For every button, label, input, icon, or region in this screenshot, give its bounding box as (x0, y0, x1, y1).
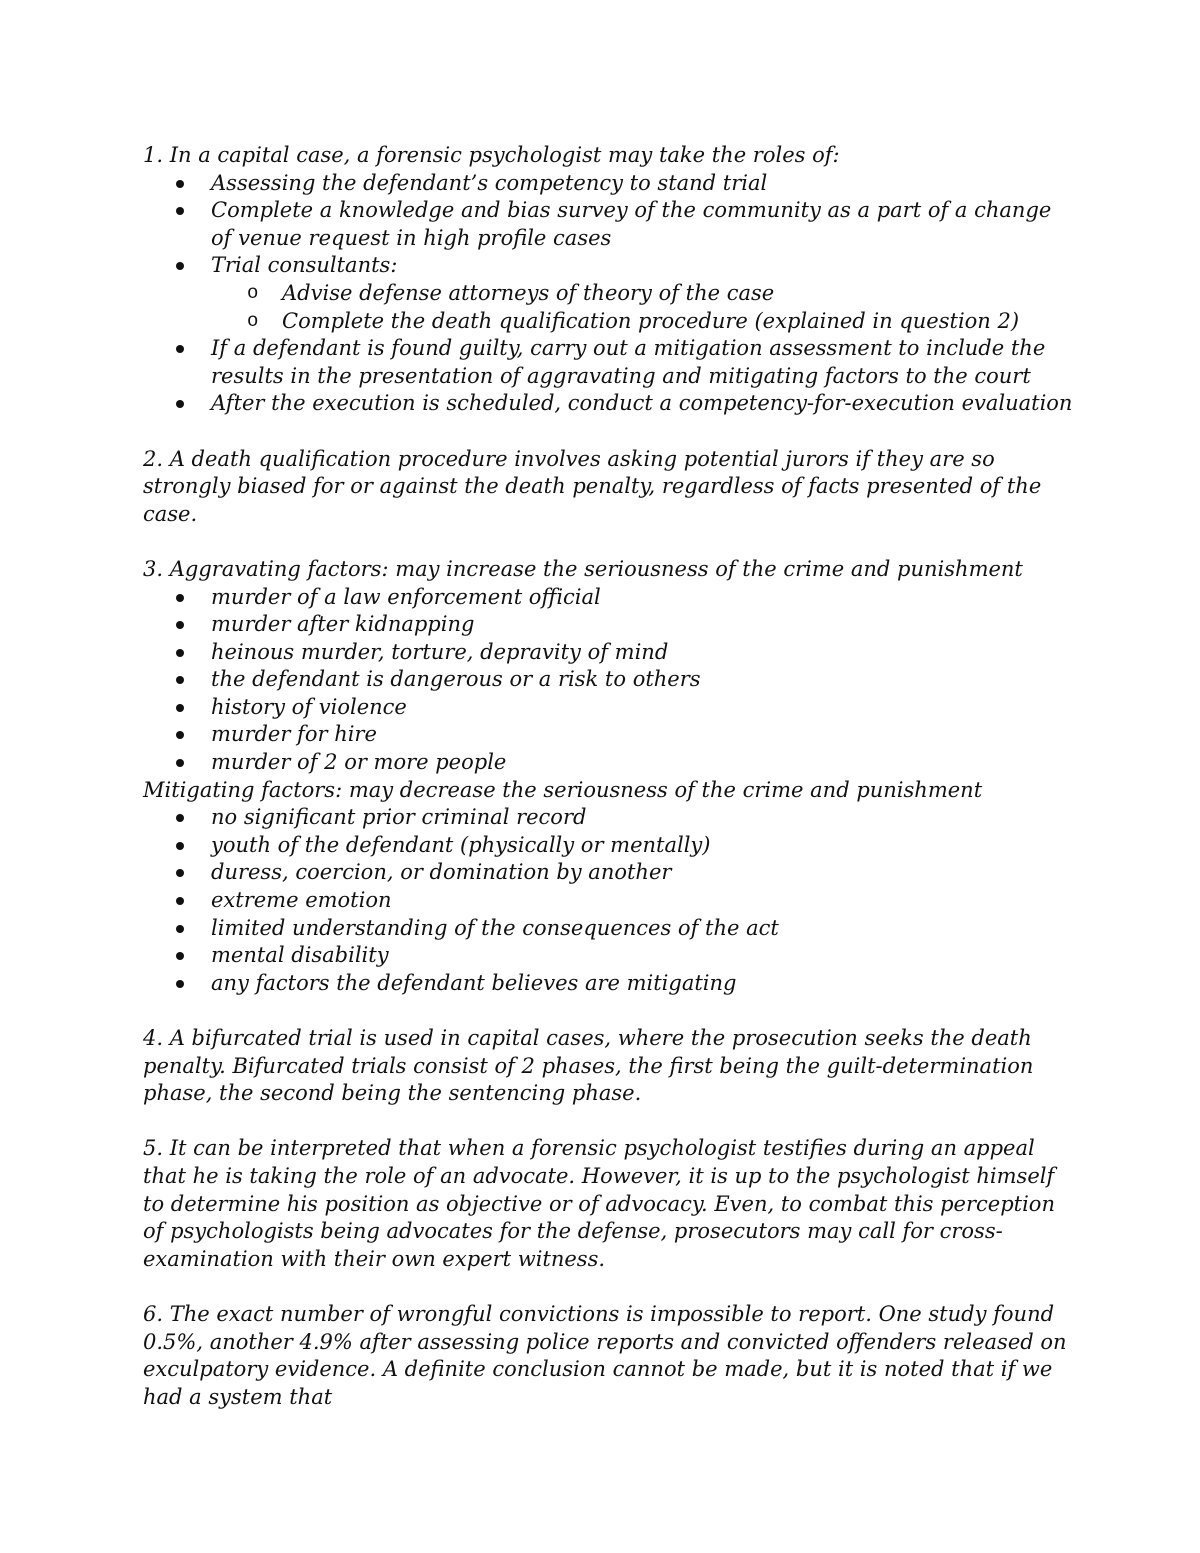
paragraph-gap (143, 418, 1073, 446)
paragraph-gap (143, 528, 1073, 556)
sub-list-item: o Advise defense attorneys of theory of the case (143, 280, 1073, 308)
list-item: the defendant is dangerous or a risk to others (143, 666, 1073, 694)
list-item: If a defendant is found guilty, carry out a mitigation assessment to include the results in the presentation of aggravating and mitigating factors to the court (143, 335, 1073, 390)
question-3 (143, 556, 1073, 998)
question-5: 5. It can be interpreted that when a forensic psychologist testifies during an appeal that he is taking the role of an advocate. However, it is up to the psychologist himself to determine his position as objective or of advocacy. Even, to combat this perception of psychologists being advocates for the defense, prosecutors may call for cross-examination with their own expert witness. (143, 1136, 1055, 1271)
list-item: duress, coercion, or domination by another (143, 859, 1073, 887)
list-item: mental disability (143, 942, 1073, 970)
list-item: heinous murder, torture, depravity of mind (143, 639, 1073, 667)
question-2: 2. A death qualification procedure involves asking potential jurors if they are so strongly biased for or against the death penalty, regardless of facts presented of the case. (143, 446, 1042, 526)
list-item: murder after kidnapping (143, 611, 1073, 639)
list-item: murder of a law enforcement official (143, 584, 1073, 612)
document-page (143, 142, 1073, 1411)
aggravating-list (143, 584, 1073, 777)
list-item: any factors the defendant believes are mitigating (143, 970, 1073, 998)
list-item (143, 252, 1073, 335)
question-4: 4. A bifurcated trial is used in capital cases, where the prosecution seeks the death penalty. Bifurcated trials consist of 2 phases, the first being the guilt-determination phase, the second being the sentencing phase. (143, 1026, 1034, 1106)
question-1-sublist (143, 280, 1073, 335)
paragraph-gap (143, 997, 1073, 1025)
list-item: murder for hire (143, 721, 1073, 749)
list-item: history of violence (143, 694, 1073, 722)
aggravating-intro: 3. Aggravating factors: may increase the seriousness of the crime and punishment (143, 556, 1023, 581)
question-1-intro: 1. In a capital case, a forensic psychologist may take the roles of: (143, 143, 840, 167)
list-item: youth of the defendant (physically or mentally) (143, 832, 1073, 860)
list-item-label: Trial consultants: (211, 253, 398, 278)
mitigating-list (143, 804, 1073, 997)
question-1 (143, 142, 1073, 418)
list-item: extreme emotion (143, 887, 1073, 915)
list-item: Complete a knowledge and bias survey of the community as a part of a change of venue request in high profile cases (143, 197, 1073, 252)
paragraph-gap (143, 1108, 1073, 1136)
list-item: murder of 2 or more people (143, 749, 1073, 777)
list-item: limited understanding of the consequences of the act (143, 915, 1073, 943)
mitigating-intro: Mitigating factors: may decrease the seriousness of the crime and punishment (143, 777, 983, 802)
question-6: 6. The exact number of wrongful convictions is impossible to report. One study found 0.5%, another 4.9% after assessing police reports and convicted offenders released on exculpatory evidence. A definite conclusion cannot be made, but it is noted that if we had a system that (143, 1301, 1067, 1409)
list-item: After the execution is scheduled, conduct a competency-for-execution evaluation (143, 390, 1073, 418)
list-item: Assessing the defendant’s competency to stand trial (143, 170, 1073, 198)
sub-list-item: o Complete the death qualification procedure (explained in question 2) (143, 308, 1073, 336)
list-item: no significant prior criminal record (143, 804, 1073, 832)
question-1-list (143, 170, 1073, 418)
paragraph-gap (143, 1273, 1073, 1301)
